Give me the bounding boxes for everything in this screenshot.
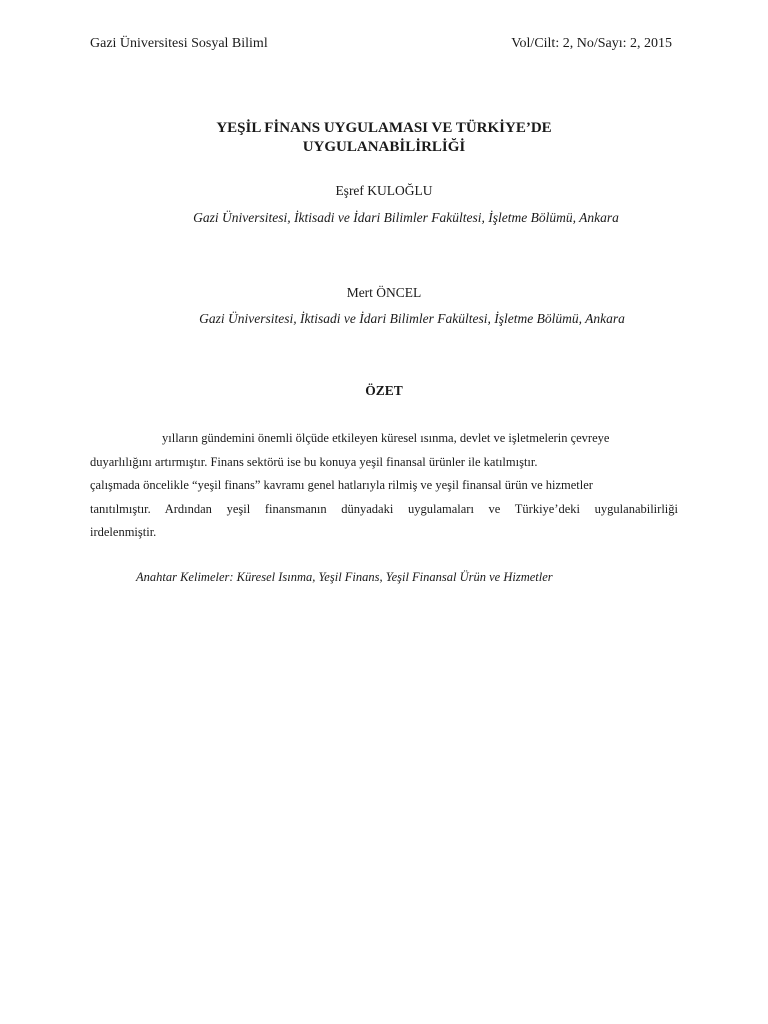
abstract-body xyxy=(90,430,678,548)
abstract-line: irdelenmiştir. xyxy=(90,525,157,539)
paper-title xyxy=(90,119,678,157)
author-name-2: Mert ÖNCEL xyxy=(346,285,422,300)
abstract-heading: ÖZET xyxy=(365,383,403,398)
author-affiliation-1: Gazi Üniversitesi, İktisadi ve İdari Bilimler Fakültesi, İşletme Bölümü, Ankara xyxy=(193,210,619,225)
volume-info: Vol/Cilt: 2, No/Sayı: 2, 2015 xyxy=(511,36,672,51)
keywords: Anahtar Kelimeler: Küresel Isınma, Yeşil Finans, Yeşil Finansal Ürün ve Hizmetler xyxy=(136,570,553,584)
author-affiliation-2: Gazi Üniversitesi, İktisadi ve İdari Bilimler Fakültesi, İşletme Bölümü, Ankara xyxy=(199,311,625,326)
abstract-line: tanıtılmıştır. Ardından yeşil finansmanın dünyadaki uygulamaları ve Türkiye’deki uygulanabilirliği xyxy=(90,501,678,516)
title-line-1: YEŞİL FİNANS UYGULAMASI VE TÜRKİYE’DE xyxy=(216,120,552,136)
abstract-line: çalışmada öncelikle “yeşil finans” kavramı genel hatlarıyla rilmiş ve yeşil finansal ürün ve hizmetler xyxy=(90,478,593,492)
author-name-1: Eşref KULOĞLU xyxy=(335,183,433,198)
abstract-line: yılların gündemini önemli ölçüde etkileyen küresel ısınma, devlet ve işletmelerin çevreye xyxy=(162,431,610,445)
abstract-line: duyarlılığını artırmıştır. Finans sektörü ise bu konuya yeşil finansal ürünler ile katılmıştır. xyxy=(90,454,538,469)
title-line-2: UYGULANABİLİRLİĞİ xyxy=(302,139,466,155)
journal-name: Gazi Üniversitesi Sosyal Biliml xyxy=(90,36,268,51)
